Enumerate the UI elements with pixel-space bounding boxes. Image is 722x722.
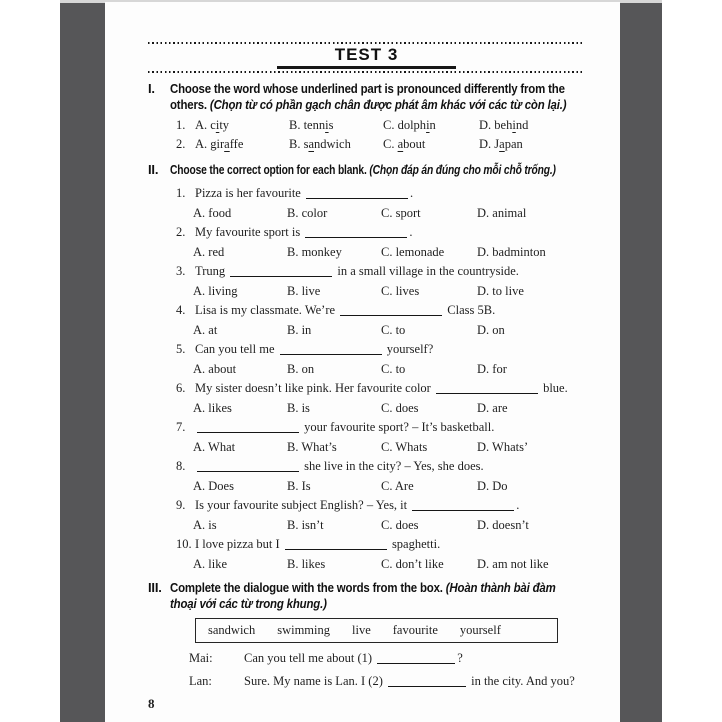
answer-blank xyxy=(412,510,514,511)
answer-option: C. Are xyxy=(381,479,414,493)
answer-option: A. about xyxy=(193,362,237,376)
underlined-part: i xyxy=(325,118,329,132)
underlined-part: i xyxy=(512,118,516,132)
pronunciation-rows xyxy=(148,116,585,154)
answer-option: B. is xyxy=(287,401,310,415)
question-number: 1. xyxy=(176,186,186,200)
dialogue-row xyxy=(148,673,585,689)
question-number: 9. xyxy=(176,498,186,512)
answer-option: D. for xyxy=(477,362,507,376)
question-line xyxy=(148,536,585,552)
section-iii-heading xyxy=(148,580,585,612)
word-box xyxy=(195,618,558,643)
box-word: live xyxy=(352,623,371,637)
answer-option: A. is xyxy=(193,518,217,532)
answer-blank xyxy=(280,354,382,355)
answer-option: D. to live xyxy=(477,284,524,298)
dialogue-text: Can you tell me about (1) ? xyxy=(244,651,463,665)
question-item xyxy=(148,497,585,533)
answer-option: C. Whats xyxy=(381,440,428,454)
box-word: favourite xyxy=(392,623,438,637)
test-title-row xyxy=(148,45,585,69)
pronunciation-row xyxy=(148,116,585,135)
section-iii-heading-en: Complete the dialogue with the words from the box. xyxy=(170,580,443,595)
section-i-heading xyxy=(148,81,585,113)
answer-option: C. does xyxy=(381,401,419,415)
question-text: I love pizza but I spaghetti. xyxy=(195,537,441,551)
question-number: 1. xyxy=(176,118,186,132)
answer-blank xyxy=(230,276,332,277)
answer-option: B. on xyxy=(287,362,315,376)
answer-option: A. likes xyxy=(193,401,232,415)
question-number: 10. xyxy=(176,537,192,551)
answer-options-row xyxy=(148,556,585,572)
question-line xyxy=(148,302,585,318)
answer-option: A. Does xyxy=(193,479,234,493)
answer-blank xyxy=(388,686,466,687)
test-title: TEST 3 xyxy=(277,45,457,69)
section-iii-heading-text xyxy=(170,580,584,612)
question-line xyxy=(148,380,585,396)
answer-option: B. color xyxy=(287,206,328,220)
pronunciation-row xyxy=(148,135,585,154)
underlined-part: i xyxy=(215,118,220,132)
answer-options-row xyxy=(148,439,585,455)
answer-option: A. food xyxy=(193,206,232,220)
answer-options-row xyxy=(148,322,585,338)
section-ii-heading-text xyxy=(170,162,556,178)
answer-blank xyxy=(306,198,408,199)
answer-options-row xyxy=(148,478,585,494)
section-i-heading-text xyxy=(170,81,584,113)
answer-blank xyxy=(197,471,299,472)
answer-option: D. Do xyxy=(477,479,508,493)
answer-option: C. does xyxy=(381,518,419,532)
question-text: My sister doesn’t like pink. Her favourite color blue. xyxy=(195,381,568,395)
question-line xyxy=(148,497,585,513)
underlined-part: a xyxy=(397,137,404,151)
answer-option: D. badminton xyxy=(477,245,546,259)
answer-option: D. Whats’ xyxy=(477,440,529,454)
question-item xyxy=(148,458,585,494)
answer-option: D. animal xyxy=(477,206,527,220)
box-word: swimming xyxy=(277,623,331,637)
question-item xyxy=(148,185,585,221)
question-item xyxy=(148,536,585,572)
answer-option: B. sandwich xyxy=(289,137,351,151)
book-page xyxy=(105,2,620,722)
answer-option: D. doesn’t xyxy=(477,518,529,532)
underlined-part: a xyxy=(499,137,505,151)
section-iii-numeral: III. xyxy=(148,580,162,595)
question-item xyxy=(148,341,585,377)
question-line xyxy=(148,419,585,435)
test-header xyxy=(148,42,585,73)
answer-blank xyxy=(340,315,442,316)
section-i-heading-vi: (Chọn từ có phần gạch chân được phát âm khác với các từ còn lại.) xyxy=(209,97,567,112)
question-item xyxy=(148,224,585,260)
underlined-part: a xyxy=(224,137,230,151)
answer-options-row xyxy=(148,283,585,299)
question-item xyxy=(148,419,585,455)
section-i-heading-en: Choose the word whose underlined part is pronounced differently from the others. xyxy=(170,81,565,112)
answer-option: B. live xyxy=(287,284,321,298)
answer-options-row xyxy=(148,205,585,221)
answer-option: C. sport xyxy=(381,206,421,220)
answer-option: C. to xyxy=(381,323,406,337)
answer-options-row xyxy=(148,361,585,377)
dialogue-text: Sure. My name is Lan. I (2) in the city. And you? xyxy=(244,674,575,688)
question-text: Pizza is her favourite . xyxy=(195,186,414,200)
answer-option: B. monkey xyxy=(287,245,342,259)
question-number: 2. xyxy=(176,225,186,239)
answer-option: A. like xyxy=(193,557,228,571)
question-text: My favourite sport is . xyxy=(195,225,413,239)
answer-options-row xyxy=(148,244,585,260)
question-number: 3. xyxy=(176,264,186,278)
question-item xyxy=(148,380,585,416)
answer-blank xyxy=(197,432,299,433)
answer-option: A. city xyxy=(195,118,230,132)
underlined-part: i xyxy=(426,118,430,132)
question-number: 4. xyxy=(176,303,186,317)
question-text: your favourite sport? – It’s basketball. xyxy=(195,419,494,435)
question-text: Lisa is my classmate. We’re Class 5B. xyxy=(195,303,496,317)
underlined-part: a xyxy=(308,137,315,151)
dialogue-speaker: Mai: xyxy=(189,651,213,665)
dialogue xyxy=(148,650,585,689)
answer-option: D. Japan xyxy=(479,137,523,151)
dialogue-row xyxy=(148,650,585,666)
section-iii-heading-vi: (Hoàn thành bài đàm thoại với các từ trong khung.) xyxy=(170,580,556,611)
answer-blank xyxy=(377,663,455,664)
answer-options-row xyxy=(148,400,585,416)
question-text: Is your favourite subject English? – Yes, it . xyxy=(195,498,520,512)
answer-option: B. tennis xyxy=(289,118,334,132)
question-line xyxy=(148,224,585,240)
section-ii-numeral: II. xyxy=(148,162,159,177)
answer-option: C. lemonade xyxy=(381,245,445,259)
answer-option: C. about xyxy=(383,137,426,151)
question-line xyxy=(148,341,585,357)
answer-blank xyxy=(305,237,407,238)
answer-option: A. living xyxy=(193,284,238,298)
question-line xyxy=(148,458,585,474)
answer-option: C. dolphin xyxy=(383,118,436,132)
question-number: 7. xyxy=(176,420,186,434)
answer-option: C. lives xyxy=(381,284,420,298)
question-text: she live in the city? – Yes, she does. xyxy=(195,458,484,474)
answer-option: A. red xyxy=(193,245,225,259)
question-item xyxy=(148,263,585,299)
question-number: 8. xyxy=(176,459,186,473)
answer-option: C. to xyxy=(381,362,406,376)
question-text: Can you tell me yourself? xyxy=(195,342,434,356)
question-items xyxy=(148,185,585,572)
section-ii-heading xyxy=(148,162,585,178)
answer-option: B. isn’t xyxy=(287,518,324,532)
section-ii-heading-en: Choose the correct option for each blank. xyxy=(170,162,367,177)
section-i-numeral: I. xyxy=(148,81,155,96)
answer-option: B. What’s xyxy=(287,440,337,454)
answer-option: C. don’t like xyxy=(381,557,444,571)
answer-option: A. giraffe xyxy=(195,137,244,151)
section-ii-heading-vi: (Chọn đáp án đúng cho mỗi chỗ trống.) xyxy=(369,162,556,177)
question-text: Trung in a small village in the countryside. xyxy=(195,264,519,278)
question-number: 5. xyxy=(176,342,186,356)
dialogue-speaker: Lan: xyxy=(189,674,212,688)
page-content xyxy=(148,38,585,712)
answer-option: B. likes xyxy=(287,557,326,571)
question-line xyxy=(148,185,585,201)
box-word: sandwich xyxy=(208,623,256,637)
box-word: yourself xyxy=(459,623,501,637)
answer-option: D. am not like xyxy=(477,557,549,571)
answer-blank xyxy=(285,549,387,550)
answer-option: D. on xyxy=(477,323,505,337)
dotted-rule-top xyxy=(148,42,585,44)
answer-option: A. What xyxy=(193,440,236,454)
question-number: 2. xyxy=(176,137,186,151)
question-item xyxy=(148,302,585,338)
page-number: 8 xyxy=(148,696,155,711)
dotted-rule-bottom xyxy=(148,71,585,73)
question-line xyxy=(148,263,585,279)
answer-options-row xyxy=(148,517,585,533)
answer-option: B. Is xyxy=(287,479,311,493)
answer-option: D. behind xyxy=(479,118,529,132)
answer-option: D. are xyxy=(477,401,508,415)
answer-option: A. at xyxy=(193,323,218,337)
answer-option: B. in xyxy=(287,323,312,337)
question-number: 6. xyxy=(176,381,186,395)
answer-blank xyxy=(436,393,538,394)
